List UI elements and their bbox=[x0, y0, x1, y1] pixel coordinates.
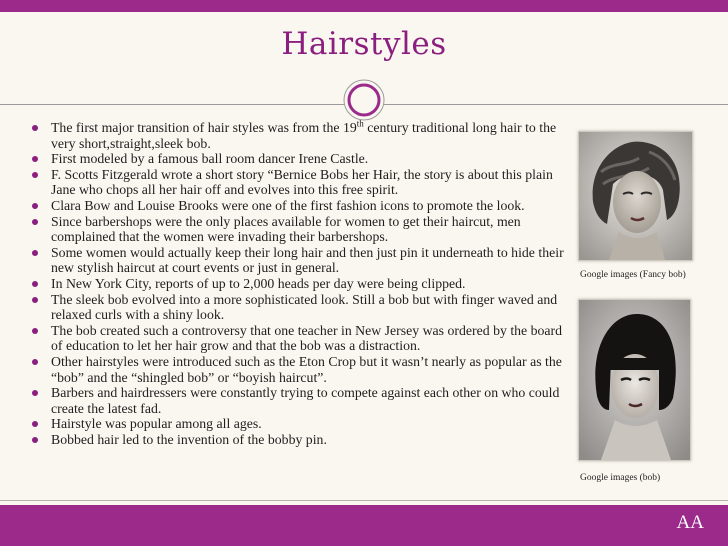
bullet-dot-icon bbox=[32, 219, 38, 225]
bullet-text: In New York City, reports of up to 2,000 heads per day were being clipped. bbox=[51, 275, 466, 291]
circle-ornament-icon bbox=[343, 79, 385, 121]
bullet-item bbox=[32, 245, 570, 276]
bullet-text: The first major transition of hair styles was from the 19 bbox=[51, 120, 357, 135]
bullet-dot-icon bbox=[32, 203, 38, 209]
author-initials: AA bbox=[676, 512, 704, 533]
bullet-text: F. Scotts Fitzgerald wrote a short story “Bernice Bobs her Hair, the story is about this plain Jane who chops all her hair off and evolves into this free spirit. bbox=[51, 166, 553, 198]
bullet-item bbox=[32, 354, 570, 385]
bullet-item bbox=[32, 385, 570, 416]
bullet-item bbox=[32, 432, 570, 448]
bullet-text: Clara Bow and Louise Brooks were one of the first fashion icons to promote the look. bbox=[51, 197, 525, 213]
bullet-text: First modeled by a famous ball room dancer Irene Castle. bbox=[51, 151, 369, 167]
bullet-dot-icon bbox=[32, 250, 38, 256]
bullet-item bbox=[32, 292, 570, 323]
bullet-list bbox=[32, 120, 570, 447]
fancy-bob-photo bbox=[578, 131, 693, 261]
bullet-dot-icon bbox=[32, 156, 38, 162]
bullet-dot-icon bbox=[32, 328, 38, 334]
footer-divider bbox=[0, 500, 728, 501]
fancy-bob-portrait-icon bbox=[579, 132, 692, 260]
bullet-item bbox=[32, 198, 570, 214]
bullet-dot-icon bbox=[32, 421, 38, 427]
bullet-item bbox=[32, 323, 570, 354]
slide-title: Hairstyles bbox=[281, 26, 447, 62]
bullet-dot-icon bbox=[32, 359, 38, 365]
top-accent-band bbox=[0, 0, 728, 12]
bullet-text: The sleek bob evolved into a more sophisticated look. Still a bob but with finger waved and relaxed curls with a shiny look. bbox=[51, 291, 558, 323]
bullet-text: Other hairstyles were introduced such as the Eton Crop but it wasn’t nearly as popular as the “bob” and the “shingled bob” or “boyish haircut”. bbox=[51, 353, 562, 385]
photo-caption-fancy-bob: Google images (Fancy bob) bbox=[580, 270, 686, 280]
bullet-item bbox=[32, 167, 570, 198]
bullet-text: Barbers and hairdressers were constantly trying to compete against each other on who could create the latest fad. bbox=[51, 385, 560, 416]
bob-portrait-icon bbox=[579, 300, 690, 460]
bottom-accent-band bbox=[0, 505, 728, 546]
bullet-text: Bobbed hair led to the invention of the bobby pin. bbox=[51, 431, 327, 447]
bullet-dot-icon bbox=[32, 297, 38, 303]
bullet-dot-icon bbox=[32, 390, 38, 396]
bullet-text: Since barbershops were the only places available for women to get their haircut, men complained that the women were invading their barbershops. bbox=[51, 213, 521, 245]
bullet-dot-icon bbox=[32, 281, 38, 287]
bullet-item bbox=[32, 214, 570, 245]
bullet-dot-icon bbox=[32, 125, 38, 131]
bullet-item bbox=[32, 120, 570, 151]
bullet-text: Hairstyle was popular among all ages. bbox=[51, 416, 262, 432]
bob-photo bbox=[578, 299, 691, 461]
bullet-text: Some women would actually keep their long hair and then just pin it underneath to hide their new stylish haircut at court events or just in general. bbox=[51, 244, 564, 276]
bullet-text-cont: century traditional long hair to the very short,straight,sleek bob. bbox=[51, 120, 557, 151]
bullet-item bbox=[32, 276, 570, 292]
bullet-item bbox=[32, 416, 570, 432]
bullet-dot-icon bbox=[32, 172, 38, 178]
bullet-text: The bob created such a controversy that one teacher in New Jersey was ordered by the board of education to let her hair grow and that the bob was a distraction. bbox=[51, 322, 563, 354]
photo-caption-bob: Google images (bob) bbox=[580, 473, 661, 483]
bullet-superscript: th bbox=[356, 118, 364, 129]
bullet-dot-icon bbox=[32, 437, 38, 443]
bullet-item bbox=[32, 151, 570, 167]
